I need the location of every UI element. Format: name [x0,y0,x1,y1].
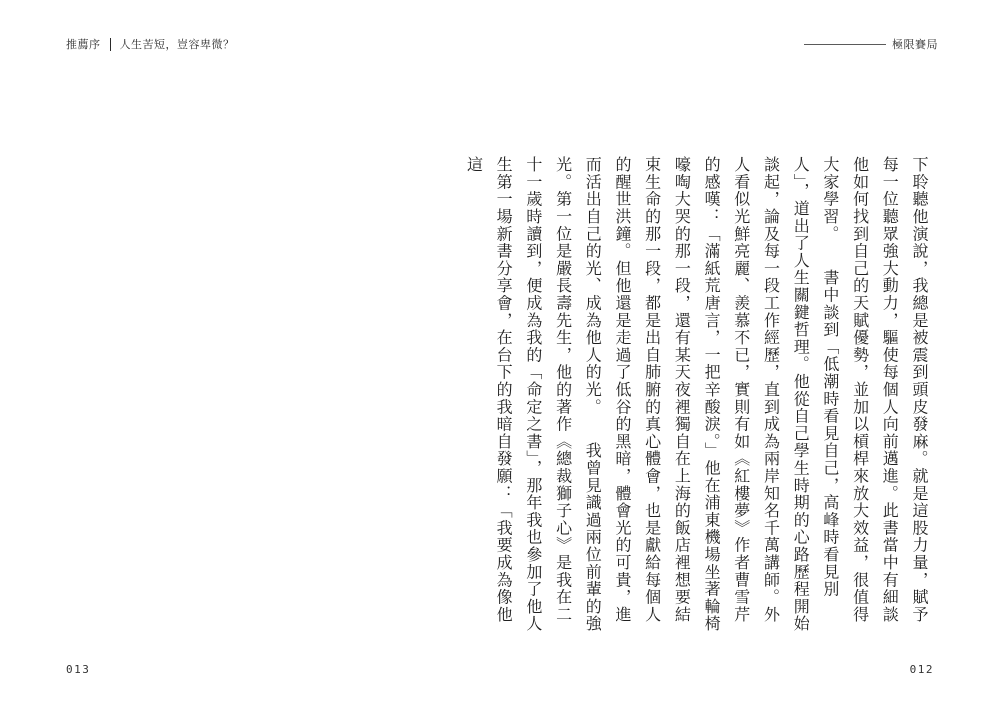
running-header-right [804,36,938,52]
header-divider [110,38,111,51]
section-title: 推薦序 [66,38,101,51]
vertical-body-text [464,156,934,636]
chapter-title: 人生苦短，豈容卑微？ [119,38,235,51]
page-number-left: 013 [66,663,91,676]
header-rule [804,44,886,45]
body-paragraphs: 下聆聽他演說，我總是被震到頭皮發麻。就是這股力量，賦予每一位聽眾強大動力，驅使每個人向前邁進。此書當中有細談他如何找到自己的天賦優勢，並加以槓桿來放大效益，很值得大家學習。 書中談到「低潮時看見自己，高峰時看見別人」，道出了人生關鍵哲理。他從自己學生時期的心路歷程開始談起，論及每一段工作經歷，直到成為兩岸知名千萬講師。外人看似光鮮亮麗、羨慕不已，實則有如《紅樓夢》作者曹雪芹的感嘆：「滿紙荒唐言，一把辛酸淚。」他在浦東機場坐著輪椅嚎啕大哭的那一段，還有某天夜裡獨自在上海的飯店裡想要結束生命的那一段，都是出自肺腑的真心體會，也是獻給每個人的醒世洪鐘。但他還是走過了低谷的黑暗，體會光的可貴，進而活出自己的光、成為他人的光。 我曾見識過兩位前輩的強光。第一位是嚴長壽先生，他的著作《總裁獅子心》是我在二十一歲時讀到，便成為我的「命定之書」，那年我也參加了他人生第一場新書分享會，在台下的我暗自發願：「我要成為像他這 [464,156,929,633]
page-number-right: 012 [909,663,934,676]
running-header-left [66,36,235,52]
book-title: 極限賽局 [892,38,938,51]
